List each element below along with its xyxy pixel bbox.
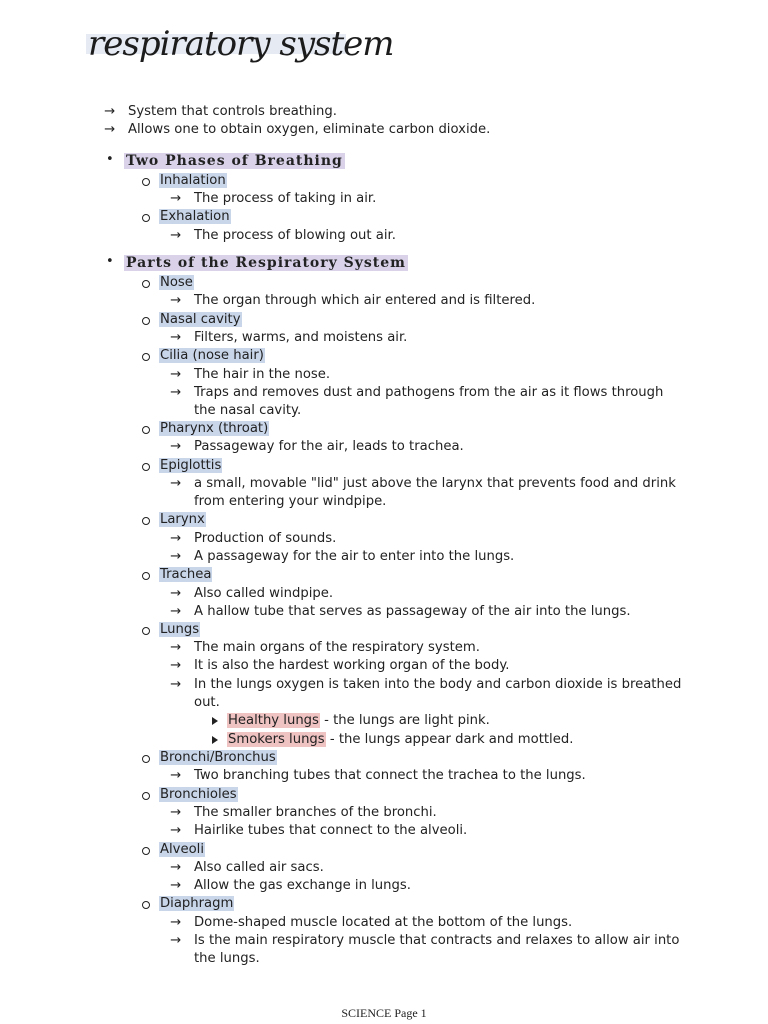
list-item-term: Diaphragm [160,896,234,911]
list-item-detail: → Filters, warms, and moistens air. [170,330,408,345]
arrow-icon: → [170,768,182,783]
arrow-icon: → [170,604,182,619]
arrow-icon: → [170,823,182,838]
list-item-detail: → The smaller branches of the bronchi. [170,805,437,820]
section-heading: Parts of the Respiratory System [126,255,406,271]
list-item-detail: → Two branching tubes that connect the trachea to the lungs. [170,768,586,783]
triangle-bullet-icon [212,736,218,744]
arrow-icon: → [170,367,182,382]
circle-bullet-icon [142,755,150,763]
list-item-detail: → The organ through which air entered and is filtered. [170,293,536,308]
circle-bullet-icon [142,353,150,361]
circle-bullet-icon [142,572,150,580]
arrow-icon: → [170,385,182,400]
circle-bullet-icon [142,463,150,471]
list-item-term: Nasal cavity [160,312,241,327]
list-item-detail-cont: the nasal cavity. [194,403,302,418]
list-item-detail: → Also called air sacs. [170,860,324,875]
arrow-icon: → [170,439,182,454]
sub-item: Healthy lungs - the lungs are light pink. [228,713,490,728]
triangle-bullet-icon [212,717,218,725]
sub-item: Smokers lungs - the lungs appear dark and mottled. [228,732,574,747]
list-item-detail: → Passageway for the air, leads to trachea. [170,439,464,454]
list-item-term: Bronchi/Bronchus [160,750,276,765]
list-item-detail: → The hair in the nose. [170,367,331,382]
bullet-icon: • [106,152,114,167]
arrow-icon: → [170,805,182,820]
list-item-detail: → Hairlike tubes that connect to the alveoli. [170,823,468,838]
circle-bullet-icon [142,280,150,288]
arrow-icon: → [170,549,182,564]
list-item-term: Cilia (nose hair) [160,348,264,363]
list-item-detail: → A hallow tube that serves as passageway of the air into the lungs. [170,604,631,619]
intro-line: → System that controls breathing. [104,104,337,119]
intro-line: → Allows one to obtain oxygen, eliminate carbon dioxide. [104,122,491,137]
arrow-icon: → [170,228,182,243]
arrow-icon: → [104,122,116,137]
circle-bullet-icon [142,627,150,635]
list-item-detail: → Also called windpipe. [170,586,334,601]
page-title: respiratory system [88,24,394,64]
list-item-detail: → Is the main respiratory muscle that contracts and relaxes to allow air into [170,933,680,948]
circle-bullet-icon [142,214,150,222]
list-item-term: Bronchioles [160,787,237,802]
list-item-term: Pharynx (throat) [160,421,269,436]
arrow-icon: → [170,293,182,308]
arrow-icon: → [170,658,182,673]
list-item-term: Trachea [160,567,212,582]
page-footer: SCIENCE Page 1 [341,1006,427,1020]
list-item-detail: → In the lungs oxygen is taken into the body and carbon dioxide is breathed [170,677,682,692]
circle-bullet-icon [142,178,150,186]
arrow-icon: → [170,191,182,206]
arrow-icon: → [104,104,116,119]
list-item-term: Inhalation [160,173,226,188]
list-item-detail: → A passageway for the air to enter into the lungs. [170,549,515,564]
list-item-term: Exhalation [160,209,230,224]
bullet-icon: • [106,254,114,269]
arrow-icon: → [170,677,182,692]
list-item-detail: → The process of taking in air. [170,191,377,206]
list-item-detail-cont: from entering your windpipe. [194,494,387,509]
arrow-icon: → [170,586,182,601]
arrow-icon: → [170,915,182,930]
circle-bullet-icon [142,317,150,325]
section-heading: Two Phases of Breathing [126,153,343,169]
circle-bullet-icon [142,426,150,434]
arrow-icon: → [170,330,182,345]
list-item-detail-cont: the lungs. [194,951,260,966]
list-item-term: Lungs [160,622,200,637]
list-item-detail: → Traps and removes dust and pathogens from the air as it flows through [170,385,664,400]
list-item-detail-cont: out. [194,695,220,710]
arrow-icon: → [170,531,182,546]
arrow-icon: → [170,860,182,875]
list-item-detail: → It is also the hardest working organ of the body. [170,658,510,673]
arrow-icon: → [170,933,182,948]
list-item-term: Nose [160,275,193,290]
list-item-detail: → Allow the gas exchange in lungs. [170,878,411,893]
circle-bullet-icon [142,792,150,800]
arrow-icon: → [170,878,182,893]
list-item-detail: → The main organs of the respiratory system. [170,640,480,655]
circle-bullet-icon [142,847,150,855]
list-item-detail: → Production of sounds. [170,531,337,546]
list-item-term: Larynx [160,512,205,527]
list-item-term: Epiglottis [160,458,222,473]
arrow-icon: → [170,476,182,491]
circle-bullet-icon [142,901,150,909]
list-item-detail: → a small, movable "lid" just above the larynx that prevents food and drink [170,476,676,491]
list-item-detail: → Dome-shaped muscle located at the bottom of the lungs. [170,915,573,930]
list-item-term: Alveoli [160,842,204,857]
list-item-detail: → The process of blowing out air. [170,228,396,243]
arrow-icon: → [170,640,182,655]
circle-bullet-icon [142,517,150,525]
